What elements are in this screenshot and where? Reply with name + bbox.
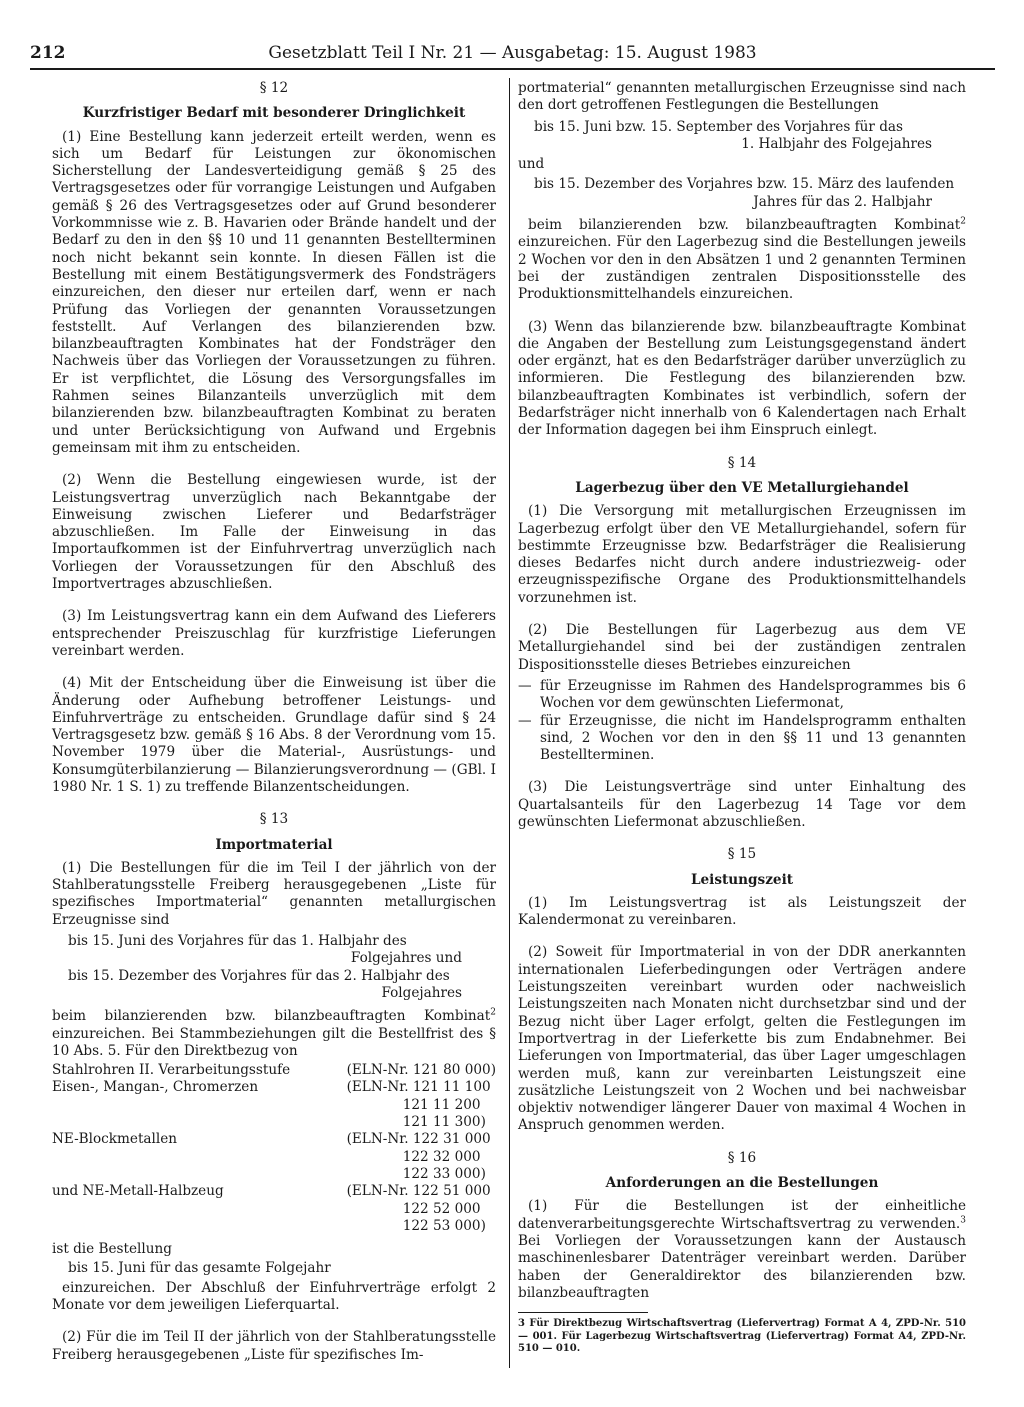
eln-code: 122 32 000 xyxy=(346,1148,481,1165)
eln-code: (ELN-Nr. 121 80 000) xyxy=(346,1062,496,1079)
paragraph: (2) Wenn die Bestellung eingewiesen wurde, ist der Leistungsvertrag unverzüglich nach Bekanntgabe der Einweisung zwischen Lieferer und Bedarfsträger abzuschließen. Im Falle der Einweisung in das Importaufkommen ist der Einfuhrvertrag unverzüglich nach Vorliegen der Voraussetzungen für den Abschluß des Importvertrages abzuschließen. xyxy=(52,472,496,593)
paragraph: (3) Im Leistungsvertrag kann ein dem Aufwand des Lieferers entsprechender Preiszuschlag für kurzfristige Lieferungen vereinbart werden. xyxy=(52,608,496,659)
dash-list xyxy=(518,678,966,764)
eln-code: 121 11 300) xyxy=(346,1114,486,1131)
schedule-line: bis 15. Dezember des Vorjahres für das 2. Halbjahr des xyxy=(68,967,450,984)
section-title: Lagerbezug über den VE Metallurgiehandel xyxy=(575,479,909,496)
eln-row xyxy=(52,1131,496,1183)
paragraph: (2) Soweit für Importmaterial in von der DDR anerkannten internationalen Lieferbedingungen oder Verträgen andere Leistungszeiten vereinbart wurden oder nachweislich Leistungszeiten nach Monaten nicht durchsetzbar sind und der Bezug nicht über Lager erfolgt, gelten die Festlegungen im Importvertrag in der Lieferkette bis zum Endabnehmer. Bei Lieferungen von Importmaterial, das über Lager umgeschlagen werden muß, kann zur vereinbarten Leistungszeit eine zusätzliche Leistungszeit von 2 Wochen und bei nachweisbar objektiv notwendiger längerer Dauer von maximal 4 Wochen in Anspruch genommen werden. xyxy=(518,944,966,1134)
schedule-line: 1. Halbjahr des Folgejahres xyxy=(741,135,932,152)
eln-code: 122 53 000) xyxy=(346,1217,486,1234)
eln-table xyxy=(52,1062,496,1235)
left-column xyxy=(52,80,496,1379)
schedule-line: Folgejahres xyxy=(381,984,462,1001)
page-number: 212 xyxy=(30,43,66,63)
section-12-heading xyxy=(52,80,496,123)
section-number: § 13 xyxy=(259,811,289,828)
schedule-line: bis 15. Dezember des Vorjahres bzw. 15. März des laufenden xyxy=(534,176,955,193)
footnote-rule xyxy=(518,1312,648,1313)
paragraph: (2) Die Bestellungen für Lagerbezug aus dem VE Metallurgiehandel sind bei der zuständigen zentralen Dispositionsstelle dieses Betriebes einzureichen xyxy=(518,622,966,673)
text-run: beim bilanzierenden bzw. bilanzbeauftragten Kombinat xyxy=(52,1008,491,1025)
eln-material: und NE-Metall-Halbzeug xyxy=(52,1183,224,1200)
paragraph: (4) Mit der Entscheidung über die Einweisung ist über die Änderung oder Aufhebung betroffener Leistungs- und Einfuhrverträge zu entscheiden. Grundlage dafür sind § 24 Vertragsgesetz bzw. gemäß § 16 Abs. 8 der Verordnung vom 15. November 1979 über die Material-, Ausrüstungs- und Konsumgüterbilanzierung — Bilanzierungsverordnung — (GBl. I 1980 Nr. 1 S. 1) zu treffende Bilanzentscheidungen. xyxy=(52,675,496,795)
list-item: — für Erzeugnisse, die nicht im Handelsprogramm enthalten sind, 2 Wochen vor den in den §§ 11 und 13 genannten Bestellterminen. xyxy=(518,713,966,765)
paragraph xyxy=(52,1008,496,1060)
footnote-reference: 2 xyxy=(960,216,966,227)
paragraph: portmaterial“ genannten metallurgischen Erzeugnisse sind nach den dort getroffenen Festlegungen die Bestellungen xyxy=(518,80,966,114)
eln-codes xyxy=(347,1131,496,1183)
section-15-heading xyxy=(518,846,966,889)
paragraph: einzureichen. Der Abschluß der Einfuhrverträge erfolgt 2 Monate vor dem jeweiligen Lieferquartal. xyxy=(52,1279,496,1313)
eln-code: 121 11 200 xyxy=(346,1096,481,1113)
footnote: 3 Für Direktbezug Wirtschaftsvertrag (Liefervertrag) Format A 4, ZPD-Nr. 510 — 001. Für Lagerbezug Wirtschaftsvertrag (Liefervertrag) Format A4, ZPD-Nr. 510 — 010. xyxy=(518,1318,966,1354)
right-column xyxy=(518,80,966,1317)
eln-material: Eisen-, Mangan-, Chromerzen xyxy=(52,1079,259,1096)
paragraph: (3) Die Leistungsverträge sind unter Einhaltung des Quartalsanteils für den Lagerbezug 14 Tage vor dem gewünschten Liefermonat abzuschließen. xyxy=(518,779,966,830)
eln-codes xyxy=(347,1183,496,1235)
paragraph: (1) Die Bestellungen für die im Teil I der jährlich von der Stahlberatungsstelle Freiberg herausgegebenen „Liste für spezifisches Importmaterial“ genannten metallurgischen Erzeugnisse sind xyxy=(52,859,496,928)
eln-codes xyxy=(347,1079,496,1131)
schedule-line: Folgejahres und xyxy=(350,950,462,967)
section-title: Kurzfristiger Bedarf mit besonderer Dringlichkeit xyxy=(82,105,466,122)
schedule-line: bis 15. Juni des Vorjahres für das 1. Halbjahr des xyxy=(68,933,407,950)
paragraph xyxy=(518,217,966,303)
section-title: Leistungszeit xyxy=(690,871,794,888)
section-14-heading xyxy=(518,455,966,498)
paragraph: (3) Wenn das bilanzierende bzw. bilanzbeauftragte Kombinat die Angaben der Bestellung zum Leistungsgegenstand ändert oder ergänzt, hat es den Bedarfsträger darüber unverzüglich zu informieren. Die Festlegung des bilanzierenden bzw. bilanzbeauftragten Kombinates ist verbindlich, sofern der Bedarfsträger nicht innerhalb von 6 Kalendertagen nach Erhalt der Information dagegen bei ihm Einspruch einlegt. xyxy=(518,318,966,439)
eln-row xyxy=(52,1062,496,1079)
list-item: — für Erzeugnisse im Rahmen des Handelsprogrammes bis 6 Wochen vor dem gewünschten Liefermonat, xyxy=(518,678,966,713)
section-number: § 12 xyxy=(259,80,289,96)
section-number: § 15 xyxy=(727,846,757,863)
deadline-line: bis 15. Juni für das gesamte Folgejahr xyxy=(68,1260,331,1277)
page-header xyxy=(30,42,995,70)
section-number: § 14 xyxy=(727,454,757,471)
section-13-heading xyxy=(52,811,496,854)
paragraph xyxy=(518,1198,966,1302)
section-title: Anforderungen an die Bestellungen xyxy=(605,1175,879,1192)
text-run: einzureichen. Für den Lagerbezug sind die Bestellungen jeweils 2 Wochen vor den in den Absätzen 1 und 2 genannten Terminen bei der zuständigen zentralen Dispositionsstelle des Produktionsmittelhandels einzureichen. xyxy=(518,234,966,303)
schedule-line: bis 15. Juni bzw. 15. September des Vorjahres für das xyxy=(534,118,904,135)
deadline-schedule xyxy=(518,119,966,211)
eln-codes xyxy=(347,1062,496,1079)
eln-code: (ELN-Nr. 121 11 100 xyxy=(346,1079,491,1096)
eln-code: (ELN-Nr. 122 31 000 xyxy=(346,1131,491,1148)
column-divider xyxy=(509,78,510,1368)
section-title: Importmaterial xyxy=(215,836,333,853)
eln-row xyxy=(52,1079,496,1131)
text-line: ist die Bestellung xyxy=(52,1241,172,1258)
eln-material: Stahlrohren II. Verarbeitungsstufe xyxy=(52,1062,291,1079)
text-run: einzureichen. Bei Stammbeziehungen gilt die Bestellfrist des § 10 Abs. 5. Für den Direktbezug von xyxy=(52,1025,496,1059)
text-run: beim bilanzierenden bzw. bilanzbeauftragten Kombinat xyxy=(528,217,961,234)
deadline-schedule xyxy=(52,933,496,1002)
paragraph: (2) Für die im Teil II der jährlich von der Stahlberatungsstelle Freiberg herausgegebenen „Liste für spezifisches Im- xyxy=(52,1329,496,1363)
schedule-connector: und xyxy=(518,156,545,173)
eln-code: 122 52 000 xyxy=(346,1200,481,1217)
eln-row xyxy=(52,1183,496,1235)
schedule-line: Jahres für das 2. Halbjahr xyxy=(753,193,932,210)
paragraph: (1) Die Versorgung mit metallurgischen Erzeugnissen im Lagerbezug erfolgt über den VE Metallurgiehandel, sofern für bestimmte Erzeugnisse bzw. Bedarfsträger die Realisierung dieses Bedarfes nicht durch andere industriezweig- oder erzeugnisspezifische Organe des Produktionsmittelhandels vorzunehmen ist. xyxy=(518,503,966,606)
eln-code: 122 33 000) xyxy=(346,1165,486,1182)
footnote-reference: 3 xyxy=(960,1215,966,1226)
paragraph: (1) Eine Bestellung kann jederzeit erteilt werden, wenn es sich um Bedarf für Leistungen zur ökonomischen Sicherstellung der Landesverteidigung gemäß § 25 des Vertragsgesetzes oder für vorrangige Leistungen und Aufgaben gemäß § 26 des Vertragsgesetzes oder auf Grund besonderer Vorkommnisse wie z. B. Havarien oder Brände handelt und der Bedarf zu den in den §§ 10 und 11 genannten Bestellterminen noch nicht bekannt sein konnte. In diesen Fällen ist die Bestellung mit einem Bestätigungsvermerk des Fondsträgers einzureichen, den dieser nur erteilen darf, wenn er nach Prüfung das Vorliegen der genannten Voraussetzungen feststellt. Auf Verlangen des bilanzierenden bzw. bilanzbeauftragten Kombinates hat der Fondsträger den Nachweis über das Vorliegen der Voraussetzungen zu führen. Er ist verpflichtet, die Lösung des Versorgungsfalles im Rahmen seines Bilanzanteils unverzüglich mit dem bilanzierenden bzw. bilanzbeauftragten Kombinat zu beraten und unter Berücksichtigung von Aufwand und Ergebnis gemeinsam mit ihm zu entscheiden. xyxy=(52,128,496,456)
eln-material: NE-Blockmetallen xyxy=(52,1131,178,1148)
paragraph: (1) Im Leistungsvertrag ist als Leistungszeit der Kalendermonat zu vereinbaren. xyxy=(518,894,966,929)
eln-code: (ELN-Nr. 122 51 000 xyxy=(346,1183,491,1200)
text-run: Bei Vorliegen der Voraussetzungen kann der Austausch maschinenlesbarer Datenträger vereinbart werden. Darüber haben der Generaldirektor des bilanzierenden bzw. bilanzbeauftragten xyxy=(518,1232,966,1301)
footnote-reference: 2 xyxy=(490,1007,496,1018)
section-16-heading xyxy=(518,1150,966,1193)
gazette-title: Gesetzblatt Teil I Nr. 21 — Ausgabetag: 15. August 1983 xyxy=(268,43,757,63)
section-number: § 16 xyxy=(727,1149,757,1166)
text-run: (1) Für die Bestellungen ist der einheitliche datenverarbeitungsgerechte Wirtschaftsvertrag zu verwenden. xyxy=(518,1198,966,1232)
